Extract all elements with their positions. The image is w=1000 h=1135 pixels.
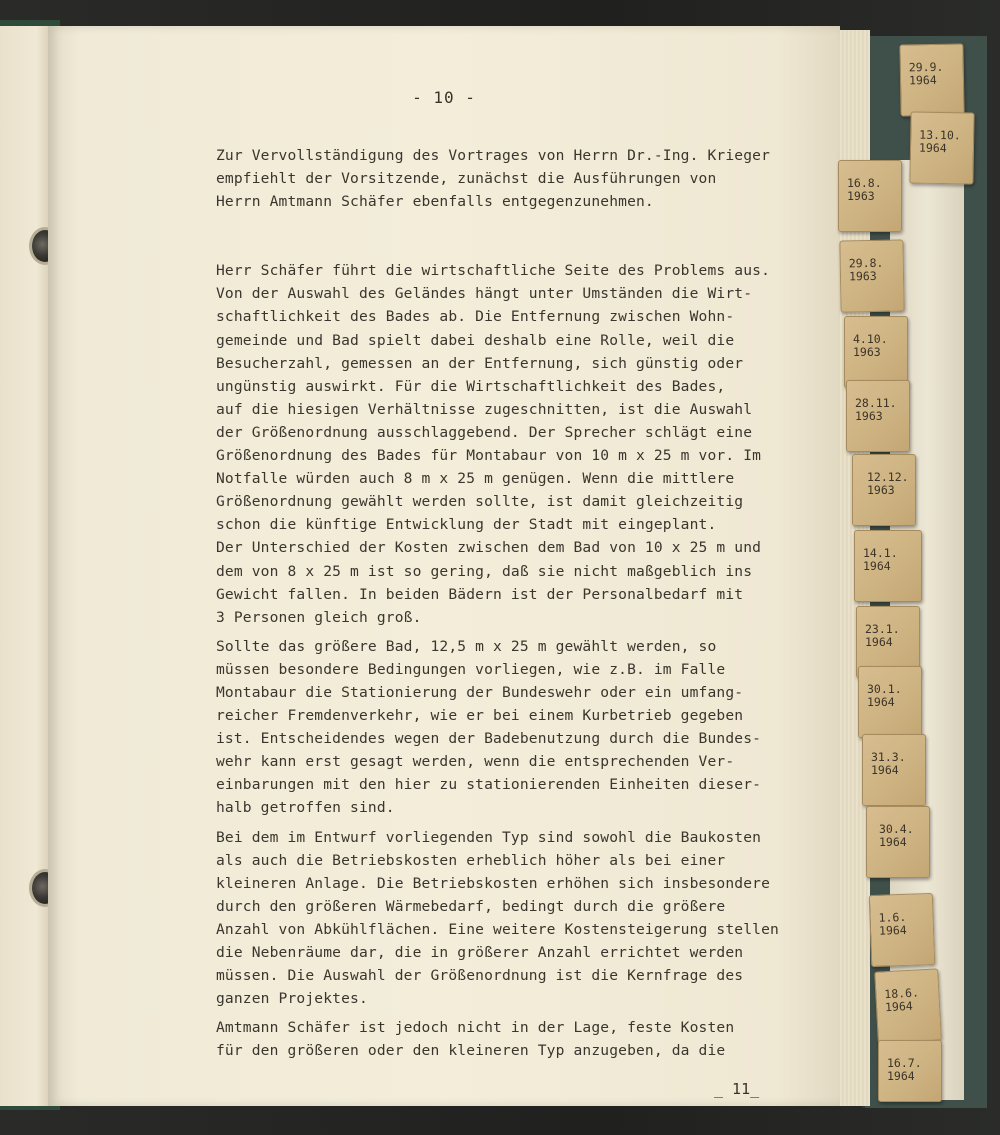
paragraph-5 — [216, 1016, 826, 1062]
text-line: für den größeren oder den kleineren Typ anzugeben, da die — [216, 1042, 726, 1060]
text-line: ganzen Projektes. — [216, 990, 368, 1008]
document-page — [48, 26, 840, 1106]
text-line: Größenordnung gewählt werden sollte, ist damit gleichzeitig — [216, 493, 744, 511]
text-line: Von der Auswahl des Geländes hängt unter Umständen die Wirt- — [216, 285, 753, 303]
index-tab[interactable]: 18.6. 1964 — [874, 968, 942, 1043]
text-line: Zur Vervollständigung des Vortrages von Herrn Dr.-Ing. Krieger — [216, 147, 771, 164]
text-line: 3 Personen gleich groß. — [216, 608, 422, 626]
text-line: der Größenordnung ausschlaggebend. Der Sprecher schlägt eine — [216, 423, 753, 441]
text-line: Gewicht fallen. In beiden Bädern ist der Personalbedarf mit — [216, 585, 744, 603]
text-line: die Nebenräume dar, die in größerer Anzahl errichtet werden — [216, 944, 744, 961]
text-line: gemeinde und Bad spielt dabei deshalb eine Rolle, weil die — [216, 331, 735, 349]
index-tab[interactable]: 29.8. 1963 — [839, 239, 904, 312]
text-line: Anzahl von Abkühlflächen. Eine weitere Kostensteigerung stellen — [216, 920, 779, 938]
index-tab[interactable]: 4.10. 1963 — [844, 316, 908, 388]
text-line: dem von 8 x 25 m ist so gering, daß sie nicht maßgeblich ins — [216, 562, 753, 580]
text-line: wehr kann erst gesagt werden, wenn die entsprechenden Ver- — [216, 753, 735, 771]
index-tab[interactable]: 12.12. 1963 — [852, 454, 916, 526]
text-line: schon die künftige Entwicklung der Stadt mit eingeplant. — [216, 516, 717, 534]
text-line: reicher Fremdenverkehr, wie er bei einem Kurbetrieb gegeben — [216, 707, 744, 725]
text-line: Montabaur die Stationierung der Bundeswehr oder ein umfang- — [216, 683, 744, 701]
text-line: Notfalle würden auch 8 m x 25 m genügen. Wenn die mittlere — [216, 470, 735, 488]
text-line: als auch die Betriebskosten erheblich höher als bei einer — [216, 851, 726, 869]
next-page-reference: _ 11_ — [714, 1080, 760, 1098]
text-line: Bei dem im Entwurf vorliegenden Typ sind sowohl die Baukosten — [216, 828, 762, 846]
text-line: Herrn Amtmann Schäfer ebenfalls entgegenzunehmen. — [216, 193, 654, 211]
page-number: - 10 - — [412, 88, 476, 107]
text-line: Herr Schäfer führt die wirtschaftliche Seite des Problems aus. — [216, 262, 771, 280]
text-line: halb getroffen sind. — [216, 799, 395, 817]
index-tab[interactable]: 13.10. 1964 — [909, 111, 974, 184]
text-line: auf die hiesigen Verhältnisse zugeschnitten, ist die Auswahl — [216, 400, 753, 418]
index-tab[interactable]: 30.4. 1964 — [866, 806, 930, 878]
text-line: einbarungen mit den hier zu stationierenden Einheiten dieser- — [216, 776, 762, 794]
index-tab[interactable]: 23.1. 1964 — [856, 606, 920, 678]
left-page-edge — [0, 26, 52, 1106]
text-line: kleineren Anlage. Die Betriebskosten erhöhen sich insbesondere — [216, 874, 771, 892]
text-line: durch den größeren Wärmebedarf, bedingt durch die größere — [216, 897, 726, 915]
paragraph-3 — [216, 635, 826, 820]
index-tab[interactable]: 16.8. 1963 — [838, 160, 902, 232]
paragraph-1 — [216, 144, 826, 213]
paragraph-4 — [216, 826, 826, 1011]
paragraph-2 — [216, 259, 826, 629]
text-line: empfiehlt der Vorsitzende, zunächst die Ausführungen von — [216, 170, 717, 188]
index-tab[interactable]: 14.1. 1964 — [854, 530, 922, 602]
index-tab[interactable]: 30.1. 1964 — [858, 666, 922, 738]
text-line: Der Unterschied der Kosten zwischen dem Bad von 10 x 25 m und — [216, 539, 762, 557]
index-tab[interactable]: 31.3. 1964 — [862, 734, 926, 806]
text-line: Amtmann Schäfer ist jedoch nicht in der Lage, feste Kosten — [216, 1019, 735, 1037]
text-line: Größenordnung des Bades für Montabaur von 10 m x 25 m vor. Im — [216, 447, 762, 465]
index-tab[interactable]: 16.7. 1964 — [878, 1040, 942, 1102]
document-body — [216, 144, 826, 1062]
text-line: müssen besondere Bedingungen vorliegen, wie z.B. im Falle — [216, 660, 726, 678]
index-tab[interactable]: 29.9. 1964 — [899, 43, 964, 116]
text-line: schaftlichkeit des Bades ab. Die Entfernung zwischen Wohn- — [216, 308, 735, 326]
index-tab[interactable]: 1.6. 1964 — [869, 893, 935, 967]
text-line: Sollte das größere Bad, 12,5 m x 25 m gewählt werden, so — [216, 637, 717, 655]
text-line: ungünstig auswirkt. Für die Wirtschaftlichkeit des Bades, — [216, 377, 726, 395]
text-line: müssen. Die Auswahl der Größenordnung ist die Kernfrage des — [216, 967, 744, 985]
text-line: Besucherzahl, gemessen an der Entfernung, sich günstig oder — [216, 354, 744, 372]
index-tab[interactable]: 28.11. 1963 — [846, 380, 910, 452]
text-line: ist. Entscheidendes wegen der Badebenutzung durch die Bundes- — [216, 730, 762, 748]
